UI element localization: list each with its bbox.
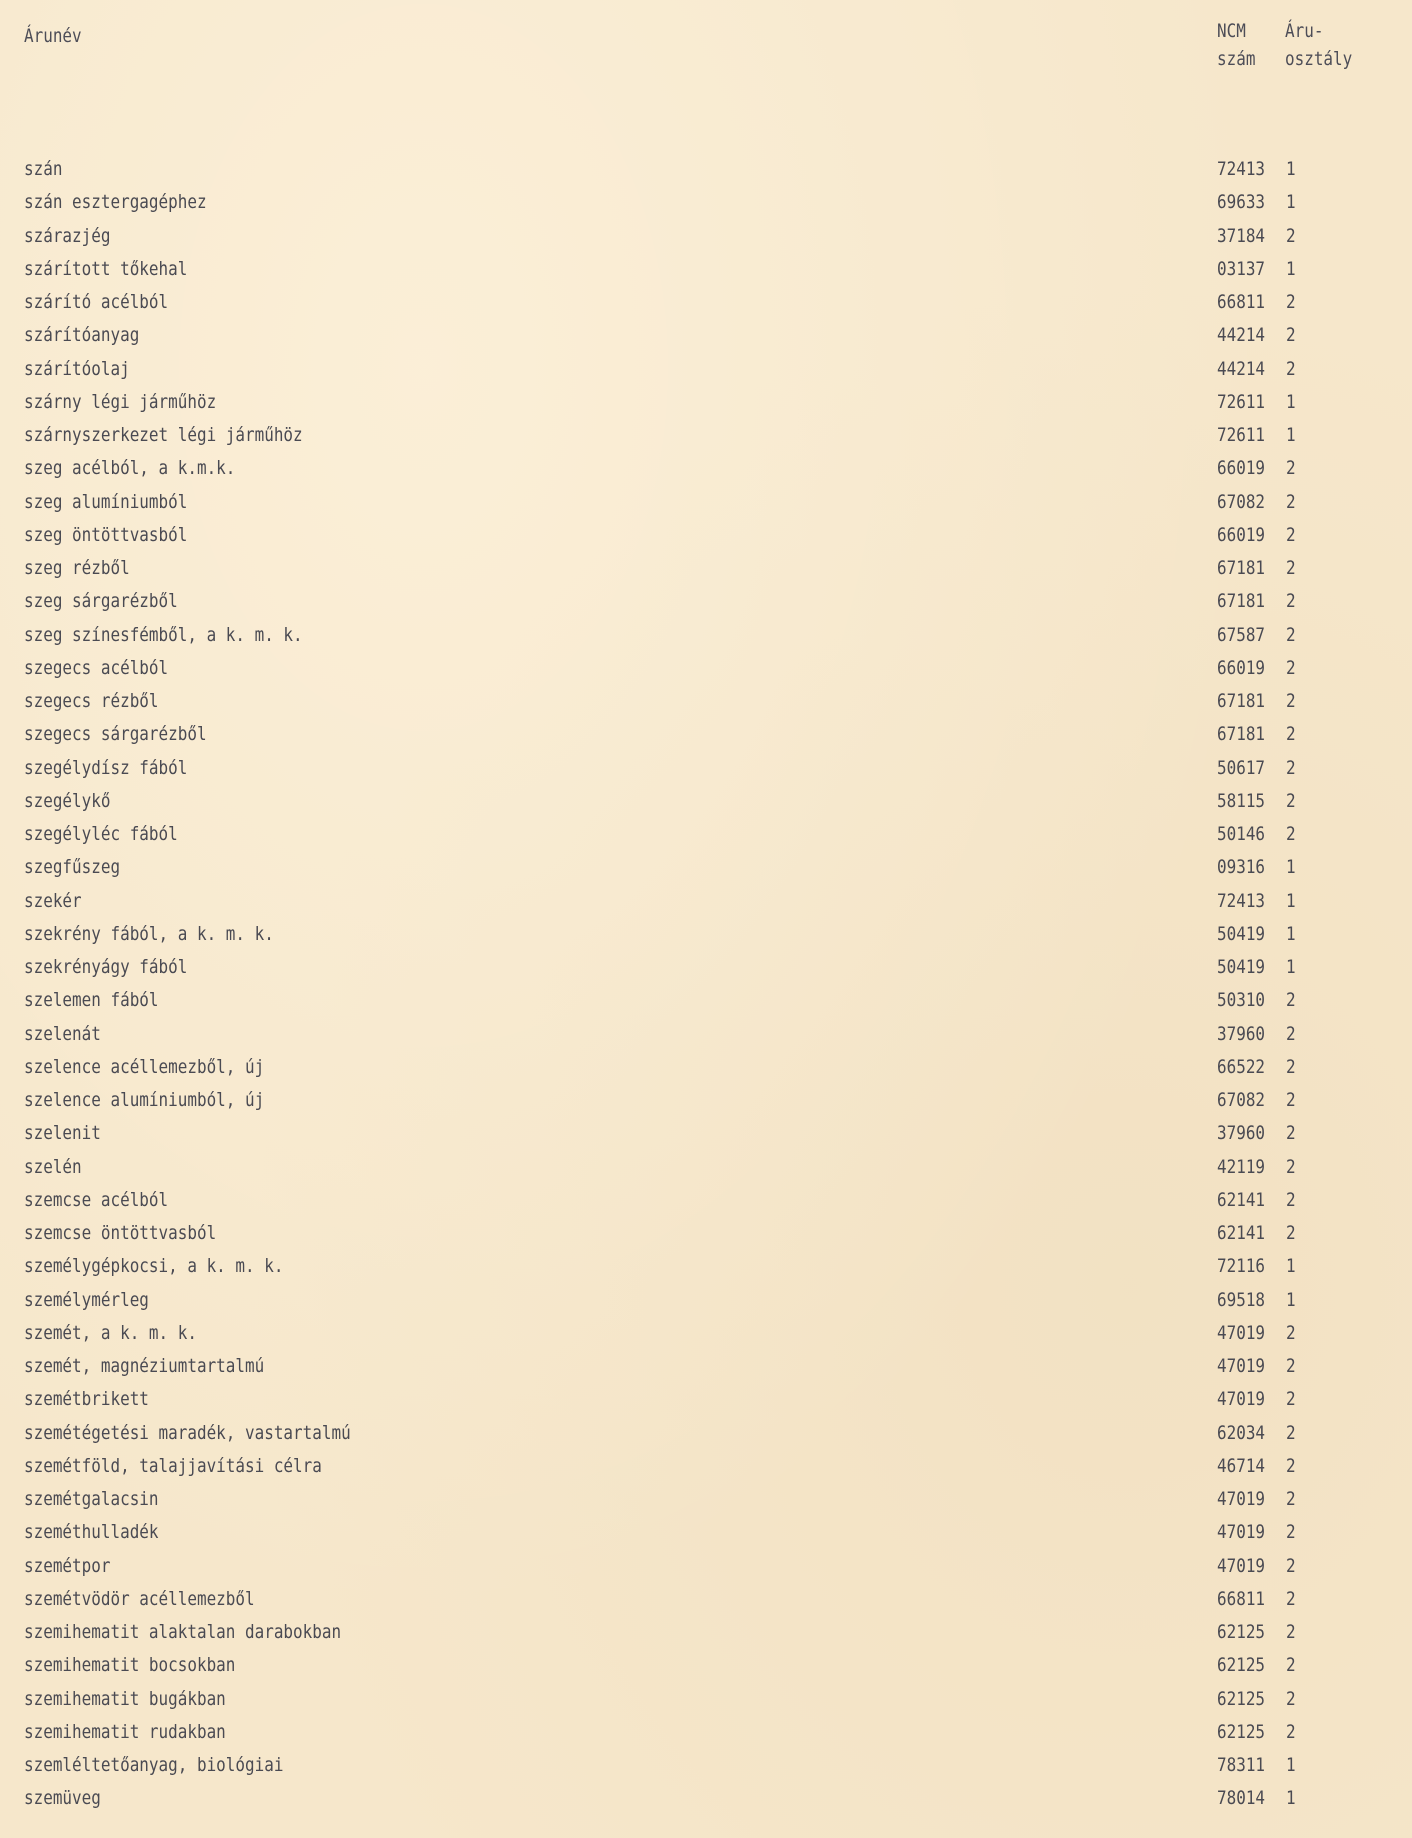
product-name: szárazjég [24, 224, 111, 247]
product-class: 1 [1286, 1787, 1296, 1810]
ncm-number: 72611 [1217, 390, 1266, 413]
product-name: szeg öntöttvasból [24, 523, 188, 546]
product-class: 2 [1286, 1055, 1296, 1078]
product-name: szemétvödör acéllemezből [24, 1587, 255, 1610]
product-name: szán esztergagéphez [24, 191, 207, 214]
product-name: szelén [24, 1155, 82, 1178]
product-class: 2 [1286, 1388, 1296, 1411]
product-class: 2 [1286, 989, 1296, 1012]
ncm-number: 58115 [1217, 789, 1266, 812]
table-row [0, 1352, 1412, 1385]
table-row [0, 1186, 1412, 1219]
column-header-class-line1: Áru- [1285, 20, 1324, 42]
product-class: 2 [1286, 324, 1296, 347]
ncm-number: 09316 [1217, 856, 1266, 879]
product-name: szemihematit bugákban [24, 1687, 226, 1710]
ncm-number: 37960 [1217, 1022, 1266, 1045]
product-class: 1 [1286, 1255, 1296, 1278]
column-header-ncm-line1: NCM [1217, 20, 1246, 42]
ncm-number: 66811 [1217, 291, 1266, 313]
table-row [0, 1020, 1412, 1053]
table-row [0, 1552, 1412, 1585]
table-row [0, 1252, 1412, 1285]
product-name: szemétégetési maradék, vastartalmú [24, 1421, 351, 1444]
product-class: 2 [1286, 1488, 1296, 1510]
table-row [0, 521, 1412, 554]
product-class: 2 [1286, 590, 1296, 613]
ncm-number: 69518 [1217, 1288, 1266, 1311]
table-row [0, 1286, 1412, 1319]
table-row [0, 155, 1412, 188]
product-class: 2 [1286, 1654, 1296, 1677]
ncm-number: 69633 [1217, 191, 1266, 214]
column-header-name [24, 22, 82, 50]
product-name: szeg sárgarézből [24, 590, 178, 613]
product-name: szán [24, 158, 63, 180]
product-class: 2 [1286, 1421, 1296, 1444]
table-row [0, 887, 1412, 920]
table-row [0, 222, 1412, 255]
ncm-number: 62034 [1217, 1421, 1266, 1444]
table-row [0, 355, 1412, 388]
table-row [0, 953, 1412, 986]
product-name: szárított tőkehal [24, 257, 188, 280]
table-row [0, 687, 1412, 720]
product-name: szeméthulladék [24, 1521, 159, 1544]
ncm-number: 47019 [1217, 1388, 1266, 1411]
product-class: 2 [1286, 723, 1296, 746]
product-class: 1 [1286, 956, 1296, 978]
table-row [0, 554, 1412, 587]
table-row [0, 1485, 1412, 1518]
table-row [0, 1518, 1412, 1551]
table-row [0, 920, 1412, 953]
product-class: 2 [1286, 690, 1296, 712]
table-row [0, 1651, 1412, 1684]
ncm-number: 66019 [1217, 523, 1266, 546]
table-row [0, 1385, 1412, 1418]
product-name: szelenit [24, 1122, 101, 1145]
product-class: 1 [1286, 158, 1296, 180]
ncm-number: 67181 [1217, 557, 1266, 579]
product-class: 2 [1286, 1188, 1296, 1211]
ncm-number: 50617 [1217, 756, 1266, 779]
ncm-number: 66019 [1217, 457, 1266, 480]
product-class: 1 [1286, 889, 1296, 912]
product-class: 1 [1286, 191, 1296, 214]
product-class: 1 [1286, 1754, 1296, 1776]
product-name: személymérleg [24, 1288, 149, 1311]
product-name: szekrényágy fából [24, 956, 188, 978]
table-row [0, 720, 1412, 753]
ncm-number: 03137 [1217, 257, 1266, 280]
ncm-number: 67082 [1217, 490, 1266, 513]
product-name: szeg alumíniumból [24, 490, 188, 513]
product-class: 2 [1286, 1155, 1296, 1178]
ncm-number: 37184 [1217, 224, 1266, 247]
product-name: szeg acélból, a k.m.k. [24, 457, 236, 480]
table-row [0, 488, 1412, 521]
product-name: szemét, magnéziumtartalmú [24, 1355, 265, 1377]
product-class: 2 [1286, 1089, 1296, 1111]
product-name: szegélydísz fából [24, 756, 188, 779]
product-class: 2 [1286, 457, 1296, 480]
ncm-number: 67082 [1217, 1089, 1266, 1111]
ncm-number: 62125 [1217, 1720, 1266, 1743]
product-class: 2 [1286, 1222, 1296, 1244]
ncm-number: 67181 [1217, 690, 1266, 712]
product-name: szegecs sárgarézből [24, 723, 207, 746]
product-class: 2 [1286, 789, 1296, 812]
ncm-number: 47019 [1217, 1521, 1266, 1544]
table-row [0, 787, 1412, 820]
table-row [0, 587, 1412, 620]
product-class: 2 [1286, 557, 1296, 579]
ncm-number: 67587 [1217, 623, 1266, 646]
product-name: szekrény fából, a k. m. k. [24, 922, 274, 945]
product-name: szegfűszeg [24, 856, 121, 879]
product-name: szemét, a k. m. k. [24, 1321, 197, 1344]
table-row [0, 1585, 1412, 1618]
table-row [0, 255, 1412, 288]
product-class: 2 [1286, 490, 1296, 513]
table-row [0, 1053, 1412, 1086]
table-row [0, 1751, 1412, 1784]
ncm-number: 66019 [1217, 656, 1266, 679]
ncm-number: 66811 [1217, 1587, 1266, 1610]
ncm-number: 50146 [1217, 823, 1266, 845]
product-name: szeg színesfémből, a k. m. k. [24, 623, 303, 646]
table-row [0, 621, 1412, 654]
table-row [0, 1452, 1412, 1485]
ncm-number: 62125 [1217, 1621, 1266, 1643]
ncm-number: 47019 [1217, 1488, 1266, 1510]
ncm-number: 78014 [1217, 1787, 1266, 1810]
product-name: szemétbrikett [24, 1388, 149, 1411]
ncm-number: 44214 [1217, 324, 1266, 347]
product-class: 2 [1286, 1587, 1296, 1610]
product-name: szegecs rézből [24, 690, 159, 712]
table-row [0, 321, 1412, 354]
product-class: 2 [1286, 523, 1296, 546]
product-name: szelemen fából [24, 989, 159, 1012]
product-class: 1 [1286, 424, 1296, 446]
product-name: szárítóanyag [24, 324, 140, 347]
product-class: 2 [1286, 1521, 1296, 1544]
ncm-number: 66522 [1217, 1055, 1266, 1078]
product-name: szemcse öntöttvasból [24, 1222, 217, 1244]
product-class: 2 [1286, 291, 1296, 313]
table-row [0, 1219, 1412, 1252]
product-name: szárnyszerkezet légi járműhöz [24, 424, 303, 446]
table-row [0, 1119, 1412, 1152]
table-row [0, 1718, 1412, 1751]
table-row [0, 1685, 1412, 1718]
ncm-number: 67181 [1217, 723, 1266, 746]
ncm-number: 62141 [1217, 1188, 1266, 1211]
ncm-number: 72413 [1217, 889, 1266, 912]
product-class: 1 [1286, 922, 1296, 945]
ncm-number: 50310 [1217, 989, 1266, 1012]
product-class: 2 [1286, 1355, 1296, 1377]
product-class: 2 [1286, 756, 1296, 779]
product-name: szemihematit alaktalan darabokban [24, 1621, 342, 1643]
table-row [0, 288, 1412, 321]
table-row [0, 754, 1412, 787]
product-name: szeg rézből [24, 557, 130, 579]
product-class: 2 [1286, 357, 1296, 380]
table-row [0, 1153, 1412, 1186]
product-class: 2 [1286, 1022, 1296, 1045]
product-name: szegélykő [24, 789, 111, 812]
product-class: 2 [1286, 1122, 1296, 1145]
ncm-number: 37960 [1217, 1122, 1266, 1145]
table-row [0, 654, 1412, 687]
ncm-number: 72116 [1217, 1255, 1266, 1278]
product-class: 1 [1286, 390, 1296, 413]
product-name: szárító acélból [24, 291, 169, 313]
ncm-number: 62141 [1217, 1222, 1266, 1244]
product-class: 2 [1286, 1621, 1296, 1643]
ncm-number: 50419 [1217, 956, 1266, 978]
product-name: szelence alumíniumból, új [24, 1089, 265, 1111]
product-class: 2 [1286, 1720, 1296, 1743]
product-name: szekér [24, 889, 82, 912]
column-header-ncm-line2: szám [1217, 48, 1256, 70]
table-row [0, 1618, 1412, 1651]
ncm-number: 47019 [1217, 1554, 1266, 1577]
ncm-number: 67181 [1217, 590, 1266, 613]
table-row [0, 421, 1412, 454]
column-header-name-label: Árunév [24, 25, 82, 47]
ncm-number: 47019 [1217, 1355, 1266, 1377]
product-class: 1 [1286, 856, 1296, 879]
product-class: 1 [1286, 257, 1296, 280]
product-name: szemétföld, talajjavítási célra [24, 1454, 322, 1477]
ncm-number: 78311 [1217, 1754, 1266, 1776]
product-name: szemléltetőanyag, biológiai [24, 1754, 284, 1776]
column-header-class [1285, 17, 1352, 73]
ncm-number: 62125 [1217, 1654, 1266, 1677]
product-class: 1 [1286, 1288, 1296, 1311]
table-row [0, 454, 1412, 487]
product-name: szárny légi járműhöz [24, 390, 217, 413]
table-row [0, 388, 1412, 421]
product-class: 2 [1286, 224, 1296, 247]
product-name: szemihematit rudakban [24, 1720, 226, 1743]
product-list [0, 155, 1412, 1818]
column-header-ncm [1217, 17, 1255, 73]
ncm-number: 72413 [1217, 158, 1266, 180]
table-row [0, 188, 1412, 221]
product-name: szemétgalacsin [24, 1488, 159, 1510]
ncm-number: 47019 [1217, 1321, 1266, 1344]
ncm-number: 72611 [1217, 424, 1266, 446]
table-row [0, 1784, 1412, 1817]
ncm-number: 42119 [1217, 1155, 1266, 1178]
ncm-number: 62125 [1217, 1687, 1266, 1710]
table-row [0, 820, 1412, 853]
product-class: 2 [1286, 1687, 1296, 1710]
ncm-number: 46714 [1217, 1454, 1266, 1477]
product-name: szemétpor [24, 1554, 111, 1577]
column-header-class-line2: osztály [1285, 48, 1353, 70]
product-class: 2 [1286, 623, 1296, 646]
product-name: szegecs acélból [24, 656, 169, 679]
ncm-number: 50419 [1217, 922, 1266, 945]
product-name: személygépkocsi, a k. m. k. [24, 1255, 284, 1278]
product-class: 2 [1286, 656, 1296, 679]
product-name: szelenát [24, 1022, 101, 1045]
product-name: szelence acéllemezből, új [24, 1055, 265, 1078]
table-row [0, 1086, 1412, 1119]
table-row [0, 986, 1412, 1019]
product-name: szárítóolaj [24, 357, 130, 380]
product-class: 2 [1286, 1321, 1296, 1344]
table-row [0, 1419, 1412, 1452]
product-name: szemihematit bocsokban [24, 1654, 236, 1677]
ncm-number: 44214 [1217, 357, 1266, 380]
table-row [0, 853, 1412, 886]
product-name: szemüveg [24, 1787, 101, 1810]
product-class: 2 [1286, 823, 1296, 845]
product-name: szemcse acélból [24, 1188, 169, 1211]
table-row [0, 1319, 1412, 1352]
product-class: 2 [1286, 1554, 1296, 1577]
product-class: 2 [1286, 1454, 1296, 1477]
product-name: szegélyléc fából [24, 823, 178, 845]
